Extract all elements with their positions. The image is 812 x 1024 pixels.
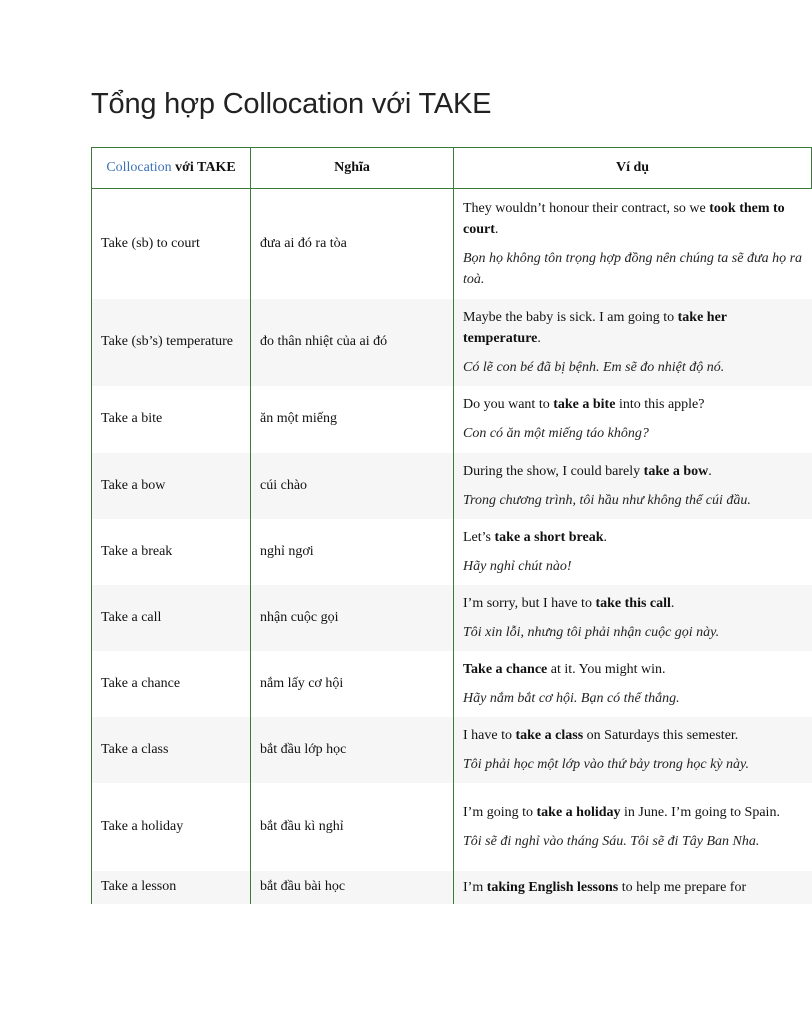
collocation-table xyxy=(91,147,812,904)
example-highlight: Take a chance xyxy=(463,661,548,677)
example-text: . xyxy=(670,595,675,611)
example-text: . xyxy=(537,330,541,346)
phrase-cell: Take a bow xyxy=(92,453,251,519)
example-text: I’m sorry, but I have to xyxy=(463,595,596,611)
example-highlight: take a class xyxy=(515,727,584,743)
table-row xyxy=(92,519,812,585)
example-highlight: take a short break xyxy=(494,529,604,545)
example-cell xyxy=(454,453,812,519)
example-translation: Tôi phải học một lớp vào thứ bảy trong học kỳ này. xyxy=(463,756,749,772)
collocation-table-container xyxy=(91,147,803,897)
example-sentence xyxy=(463,307,803,349)
example-sentence xyxy=(463,461,803,482)
example-text: I’m xyxy=(463,879,487,895)
example-text: in June. I’m going to Spain. xyxy=(620,804,780,820)
example-cell xyxy=(454,585,812,651)
example-sentence xyxy=(463,659,803,680)
example-translation: Bọn họ không tôn trọng hợp đồng nên chúng ta sẽ đưa họ ra toà. xyxy=(463,250,803,287)
phrase-cell: Take (sb’s) temperature xyxy=(92,299,251,386)
table-header-row xyxy=(92,148,812,189)
meaning-cell: đo thân nhiệt của ai đó xyxy=(251,299,454,386)
meaning-cell: bắt đầu kì nghỉ xyxy=(251,783,454,871)
header-example: Ví dụ xyxy=(454,148,812,189)
phrase-cell: Take a call xyxy=(92,585,251,651)
example-highlight: take this call xyxy=(595,595,671,611)
example-text: into this apple? xyxy=(615,397,705,412)
example-cell xyxy=(454,189,812,299)
example-highlight: taking English lessons xyxy=(486,879,619,895)
example-text: . xyxy=(708,463,712,479)
table-row xyxy=(92,189,812,299)
phrase-cell: Take (sb) to court xyxy=(92,189,251,299)
example-translation: Có lẽ con bé đã bị bệnh. Em sẽ đo nhiệt độ nó. xyxy=(463,359,725,375)
table-row xyxy=(92,871,812,904)
example-translation: Con có ăn một miếng táo không? xyxy=(463,426,649,441)
table-row xyxy=(92,783,812,871)
meaning-cell: bắt đầu lớp học xyxy=(251,717,454,783)
phrase-cell: Take a bite xyxy=(92,386,251,453)
example-highlight: took them to court xyxy=(463,200,785,237)
table-row xyxy=(92,717,812,783)
meaning-cell: nhận cuộc gọi xyxy=(251,585,454,651)
example-translation: Tôi xin lỗi, nhưng tôi phải nhận cuộc gọi này. xyxy=(463,624,720,640)
example-translation: Tôi sẽ đi nghỉ vào tháng Sáu. Tôi sẽ đi Tây Ban Nha. xyxy=(463,833,760,849)
example-translation: Hãy nghỉ chút nào! xyxy=(463,558,572,574)
example-translation: Trong chương trình, tôi hầu như không thể cúi đầu. xyxy=(463,492,751,508)
example-text: During the show, I could barely xyxy=(463,463,644,479)
example-highlight: take her temperature xyxy=(463,309,727,346)
example-text: at it. You might win. xyxy=(547,661,666,677)
table-row xyxy=(92,585,812,651)
example-cell xyxy=(454,386,812,453)
example-highlight: take a bow xyxy=(643,463,709,479)
example-text: Let’s xyxy=(463,529,495,545)
example-text: to help me prepare for xyxy=(618,879,747,895)
example-text: on Saturdays this semester. xyxy=(583,727,739,743)
example-cell xyxy=(454,651,812,717)
example-cell xyxy=(454,871,812,904)
example-sentence xyxy=(463,394,803,415)
collocation-link[interactable]: Collocation xyxy=(106,160,172,175)
example-cell xyxy=(454,299,812,386)
page-title: Tổng hợp Collocation với TAKE xyxy=(91,88,492,120)
example-cell xyxy=(454,717,812,783)
table-body xyxy=(92,189,812,904)
example-translation: Hãy nắm bắt cơ hội. Bạn có thể thắng. xyxy=(463,690,680,706)
example-sentence xyxy=(463,877,803,898)
example-cell xyxy=(454,519,812,585)
meaning-cell: bắt đầu bài học xyxy=(251,871,454,904)
example-sentence xyxy=(463,802,803,823)
meaning-cell: ăn một miếng xyxy=(251,386,454,453)
example-cell xyxy=(454,783,812,871)
meaning-cell: đưa ai đó ra tòa xyxy=(251,189,454,299)
example-sentence xyxy=(463,527,803,548)
example-highlight: take a bite xyxy=(553,397,616,412)
example-text: . xyxy=(603,529,608,545)
table-row xyxy=(92,453,812,519)
phrase-cell: Take a class xyxy=(92,717,251,783)
example-text: Do you want to xyxy=(463,397,554,412)
example-text: Maybe the baby is sick. I am going to xyxy=(463,309,678,325)
meaning-cell: cúi chào xyxy=(251,453,454,519)
header-collocation: Collocation với TAKE xyxy=(92,148,251,189)
header-meaning: Nghĩa xyxy=(251,148,454,189)
phrase-cell: Take a break xyxy=(92,519,251,585)
example-text: I have to xyxy=(463,727,516,743)
meaning-cell: nghỉ ngơi xyxy=(251,519,454,585)
table-row xyxy=(92,299,812,386)
phrase-cell: Take a lesson xyxy=(92,871,251,904)
phrase-cell: Take a chance xyxy=(92,651,251,717)
table-row xyxy=(92,386,812,453)
table-row xyxy=(92,651,812,717)
example-sentence xyxy=(463,725,803,746)
meaning-cell: nắm lấy cơ hội xyxy=(251,651,454,717)
example-text: I’m going to xyxy=(463,804,537,820)
example-highlight: take a holiday xyxy=(536,804,621,820)
phrase-cell: Take a holiday xyxy=(92,783,251,871)
example-text: They wouldn’t honour their contract, so we xyxy=(463,200,710,216)
example-sentence xyxy=(463,593,803,614)
example-text: . xyxy=(494,221,499,237)
example-sentence xyxy=(463,198,803,240)
